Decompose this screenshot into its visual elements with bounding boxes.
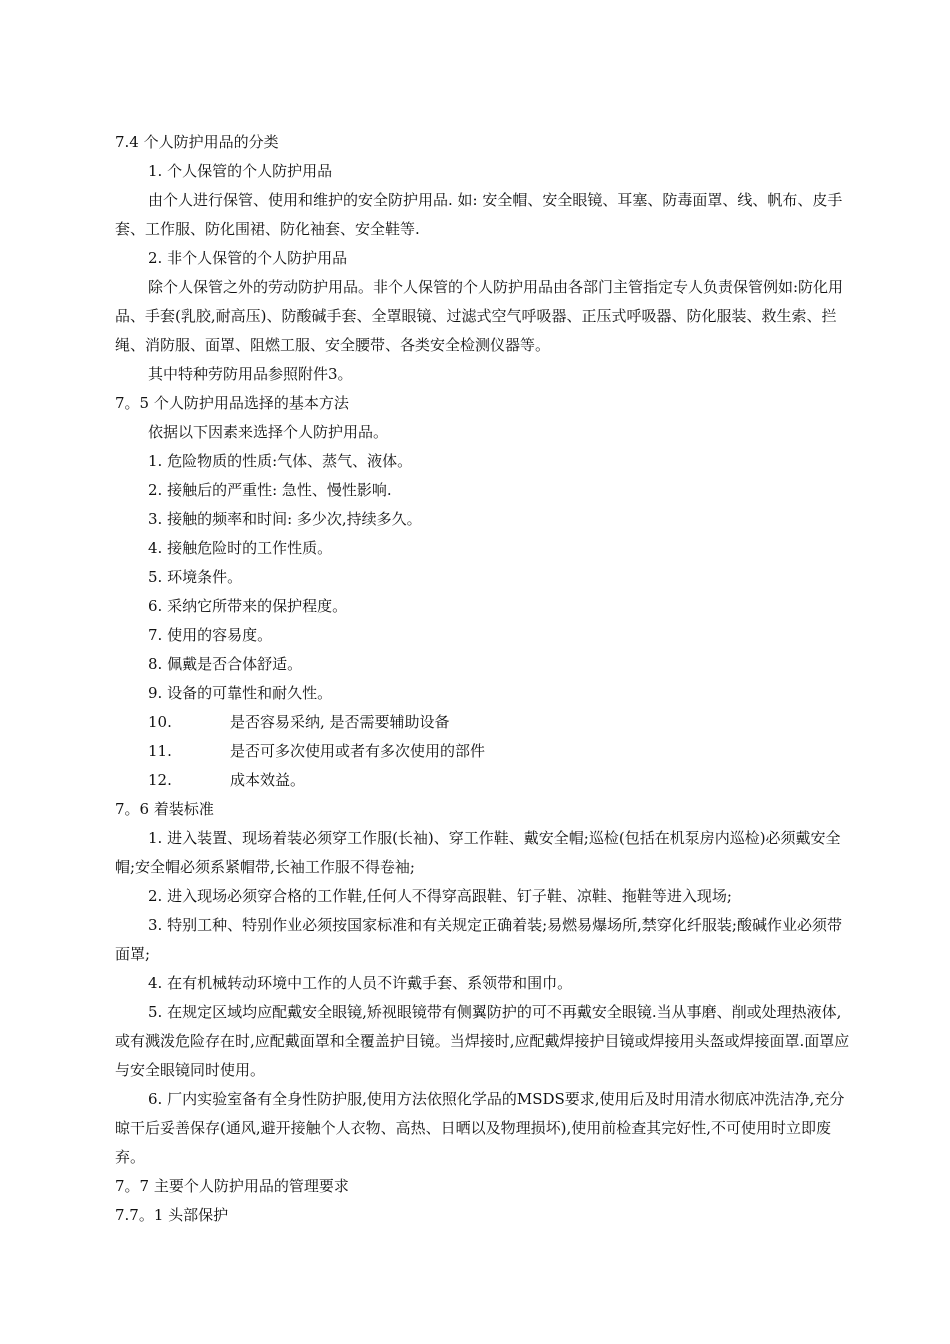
list-item	[115, 708, 855, 737]
list-item-text: 成本效益。	[230, 771, 306, 789]
list-item	[115, 737, 855, 766]
list-item-number: 12.	[148, 771, 172, 789]
list-item-number: 10.	[148, 713, 172, 731]
list-item: 4. 接触危险时的工作性质。	[148, 539, 333, 557]
dress-rule-paragraph: 4. 在有机械转动环境中工作的人员不许戴手套、系领带和围巾。	[148, 974, 573, 992]
note-special-ppe: 其中特种劳防用品参照附件3。	[148, 365, 353, 383]
list-item: 3. 接触的频率和时间: 多少次,持续多久。	[148, 510, 422, 528]
list-item	[115, 766, 855, 795]
section-heading-7-5: 7。5 个人防护用品选择的基本方法	[115, 394, 349, 412]
dress-rule-paragraph: 2. 进入现场必须穿合格的工作鞋,任何人不得穿高跟鞋、钉子鞋、凉鞋、拖鞋等进入现场;	[148, 887, 732, 905]
dress-rule-paragraph: 3. 特别工种、特别作业必须按国家标准和有关规定正确着装;易燃易爆场所,禁穿化纤服装;酸碱作业必须带面罩;	[115, 916, 842, 963]
list-item: 9. 设备的可靠性和耐久性。	[148, 684, 333, 702]
list-item-text: 是否可多次使用或者有多次使用的部件	[230, 742, 486, 760]
list-item: 1. 危险物质的性质:气体、蒸气、液体。	[148, 452, 413, 470]
section-heading-7-7: 7。7 主要个人防护用品的管理要求	[115, 1177, 349, 1195]
list-item-text: 是否容易采纳, 是否需要辅助设备	[230, 713, 450, 731]
list-item-number: 11.	[148, 742, 172, 760]
dress-rule-paragraph: 1. 进入装置、现场着装必须穿工作服(长袖)、穿工作鞋、戴安全帽;巡检(包括在机泵房内巡检)必须戴安全帽;安全帽必须系紧帽带,长袖工作服不得卷袖;	[115, 829, 841, 876]
paragraph-personal-ppe: 由个人进行保管、使用和维护的安全防护用品. 如: 安全帽、安全眼镜、耳塞、防毒面罩、线、帆布、皮手套、工作服、防化围裙、防化袖套、安全鞋等.	[115, 191, 843, 238]
list-item: 7. 使用的容易度。	[148, 626, 273, 644]
document-body	[115, 128, 855, 1230]
dress-rule-paragraph: 6. 厂内实验室备有全身性防护服,使用方法依照化学品的MSDS要求,使用后及时用清水彻底冲洗洁净,充分晾干后妥善保存(通风,避开接触个人衣物、高热、日晒以及物理损坏),使用前检查其完好性,不可使用时立即废弃。	[115, 1090, 845, 1166]
selection-intro: 依据以下因素来选择个人防护用品。	[148, 423, 389, 441]
section-heading-7-6: 7。6 着装标准	[115, 800, 214, 818]
dress-rule-paragraph: 5. 在规定区域均应配戴安全眼镜,矫视眼镜带有侧翼防护的可不再戴安全眼镜.当从事磨、削或处理热液体,或有溅泼危险存在时,应配戴面罩和全覆盖护目镜。当焊接时,应配戴焊接护目镜或焊接用头盔或焊接面罩.面罩应与安全眼镜同时使用。	[115, 1003, 850, 1079]
section-heading-7-4: 7.4 个人防护用品的分类	[115, 133, 279, 151]
item-title-nonpersonal-ppe: 2. 非个人保管的个人防护用品	[148, 249, 348, 267]
list-item: 8. 佩戴是否合体舒适。	[148, 655, 303, 673]
paragraph-nonpersonal-ppe: 除个人保管之外的劳动防护用品。非个人保管的个人防护用品由各部门主管指定专人负责保管例如:防化用品、手套(乳胶,耐高压)、防酸碱手套、全罩眼镜、过滤式空气呼吸器、正压式呼吸器、防化服装、救生索、拦绳、消防服、面罩、阻燃工服、安全腰带、各类安全检测仪器等。	[115, 278, 844, 354]
list-item: 6. 采纳它所带来的保护程度。	[148, 597, 348, 615]
subsection-heading-7-7-1: 7.7。1 头部保护	[115, 1206, 229, 1224]
list-item: 2. 接触后的严重性: 急性、慢性影响.	[148, 481, 392, 499]
item-title-personal-ppe: 1. 个人保管的个人防护用品	[148, 162, 333, 180]
list-item: 5. 环境条件。	[148, 568, 243, 586]
